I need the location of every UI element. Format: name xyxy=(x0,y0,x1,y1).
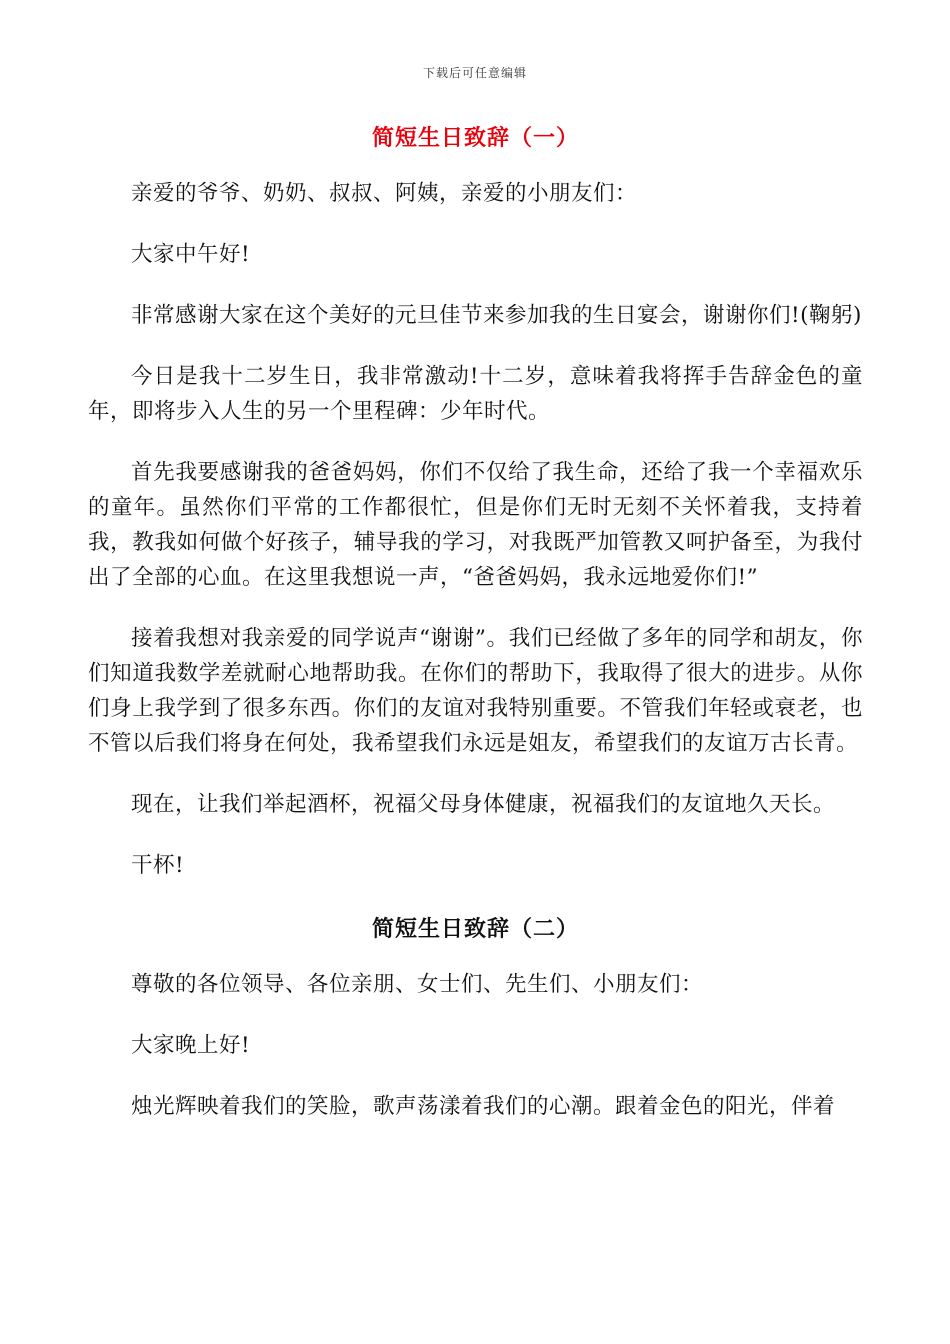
section-2-paragraph-3: 烛光辉映着我们的笑脸，歌声荡漾着我们的心潮。跟着金色的阳光，伴着 xyxy=(131,1094,836,1119)
document-body xyxy=(88,118,863,1150)
section-2-title: 简短生日致辞（二） xyxy=(371,916,579,942)
section-2-paragraph-2: 大家晚上好! xyxy=(131,1033,251,1058)
section-1-title: 简短生日致辞（一） xyxy=(371,125,579,151)
section-1-paragraph-6: 接着我想对我亲爱的同学说声“谢谢”。我们已经做了多年的同学和胡友，你们知道我数学差就耐心地帮助我。在你们的帮助下，我取得了很大的进步。从你们身上我学到了很多东西。你们的友谊对我特别重要。不管我们年轻或衰老，也不管以后我们将身在何处，我希望我们永远是姐友，希望我们的友谊万古长青。 xyxy=(88,626,863,756)
section-2-paragraph-1: 尊敬的各位领导、各位亲朋、女士们、先生们、小朋友们： xyxy=(131,972,704,997)
spacer xyxy=(88,158,863,176)
section-1-paragraph-7: 现在，让我们举起酒杯，祝福父母身体健康，祝福我们的友谊地久天长。 xyxy=(131,792,836,817)
section-1-paragraph-2: 大家中午好! xyxy=(131,242,251,267)
header-note: 下载后可任意编辑 xyxy=(422,66,527,80)
section-1-paragraph-5: 首先我要感谢我的爸爸妈妈，你们不仅给了我生命，还给了我一个幸福欢乐的童年。虽然你们平常的工作都很忙，但是你们无时无刻不关怀着我，支持着我，教我如何做个好孩子，辅导我的学习，对我既严加管教又呵护备至，为我付出了全部的心血。在这里我想说一声，“爸爸妈妈，我永远地爱你们!” xyxy=(88,460,863,590)
section-1-paragraph-1: 亲爱的爷爷、奶奶、叔叔、阿姨，亲爱的小朋友们： xyxy=(131,181,638,206)
section-1-paragraph-3: 非常感谢大家在这个美好的元旦佳节来参加我的生日宴会，谢谢你们!(鞠躬) xyxy=(131,303,862,328)
spacer xyxy=(88,949,863,967)
section-1-paragraph-4: 今日是我十二岁生日，我非常激动!十二岁，意味着我将挥手告辞金色的童年，即将步入人生的另一个里程碑：少年时代。 xyxy=(88,364,863,424)
section-1-paragraph-8: 干杯! xyxy=(131,853,185,878)
